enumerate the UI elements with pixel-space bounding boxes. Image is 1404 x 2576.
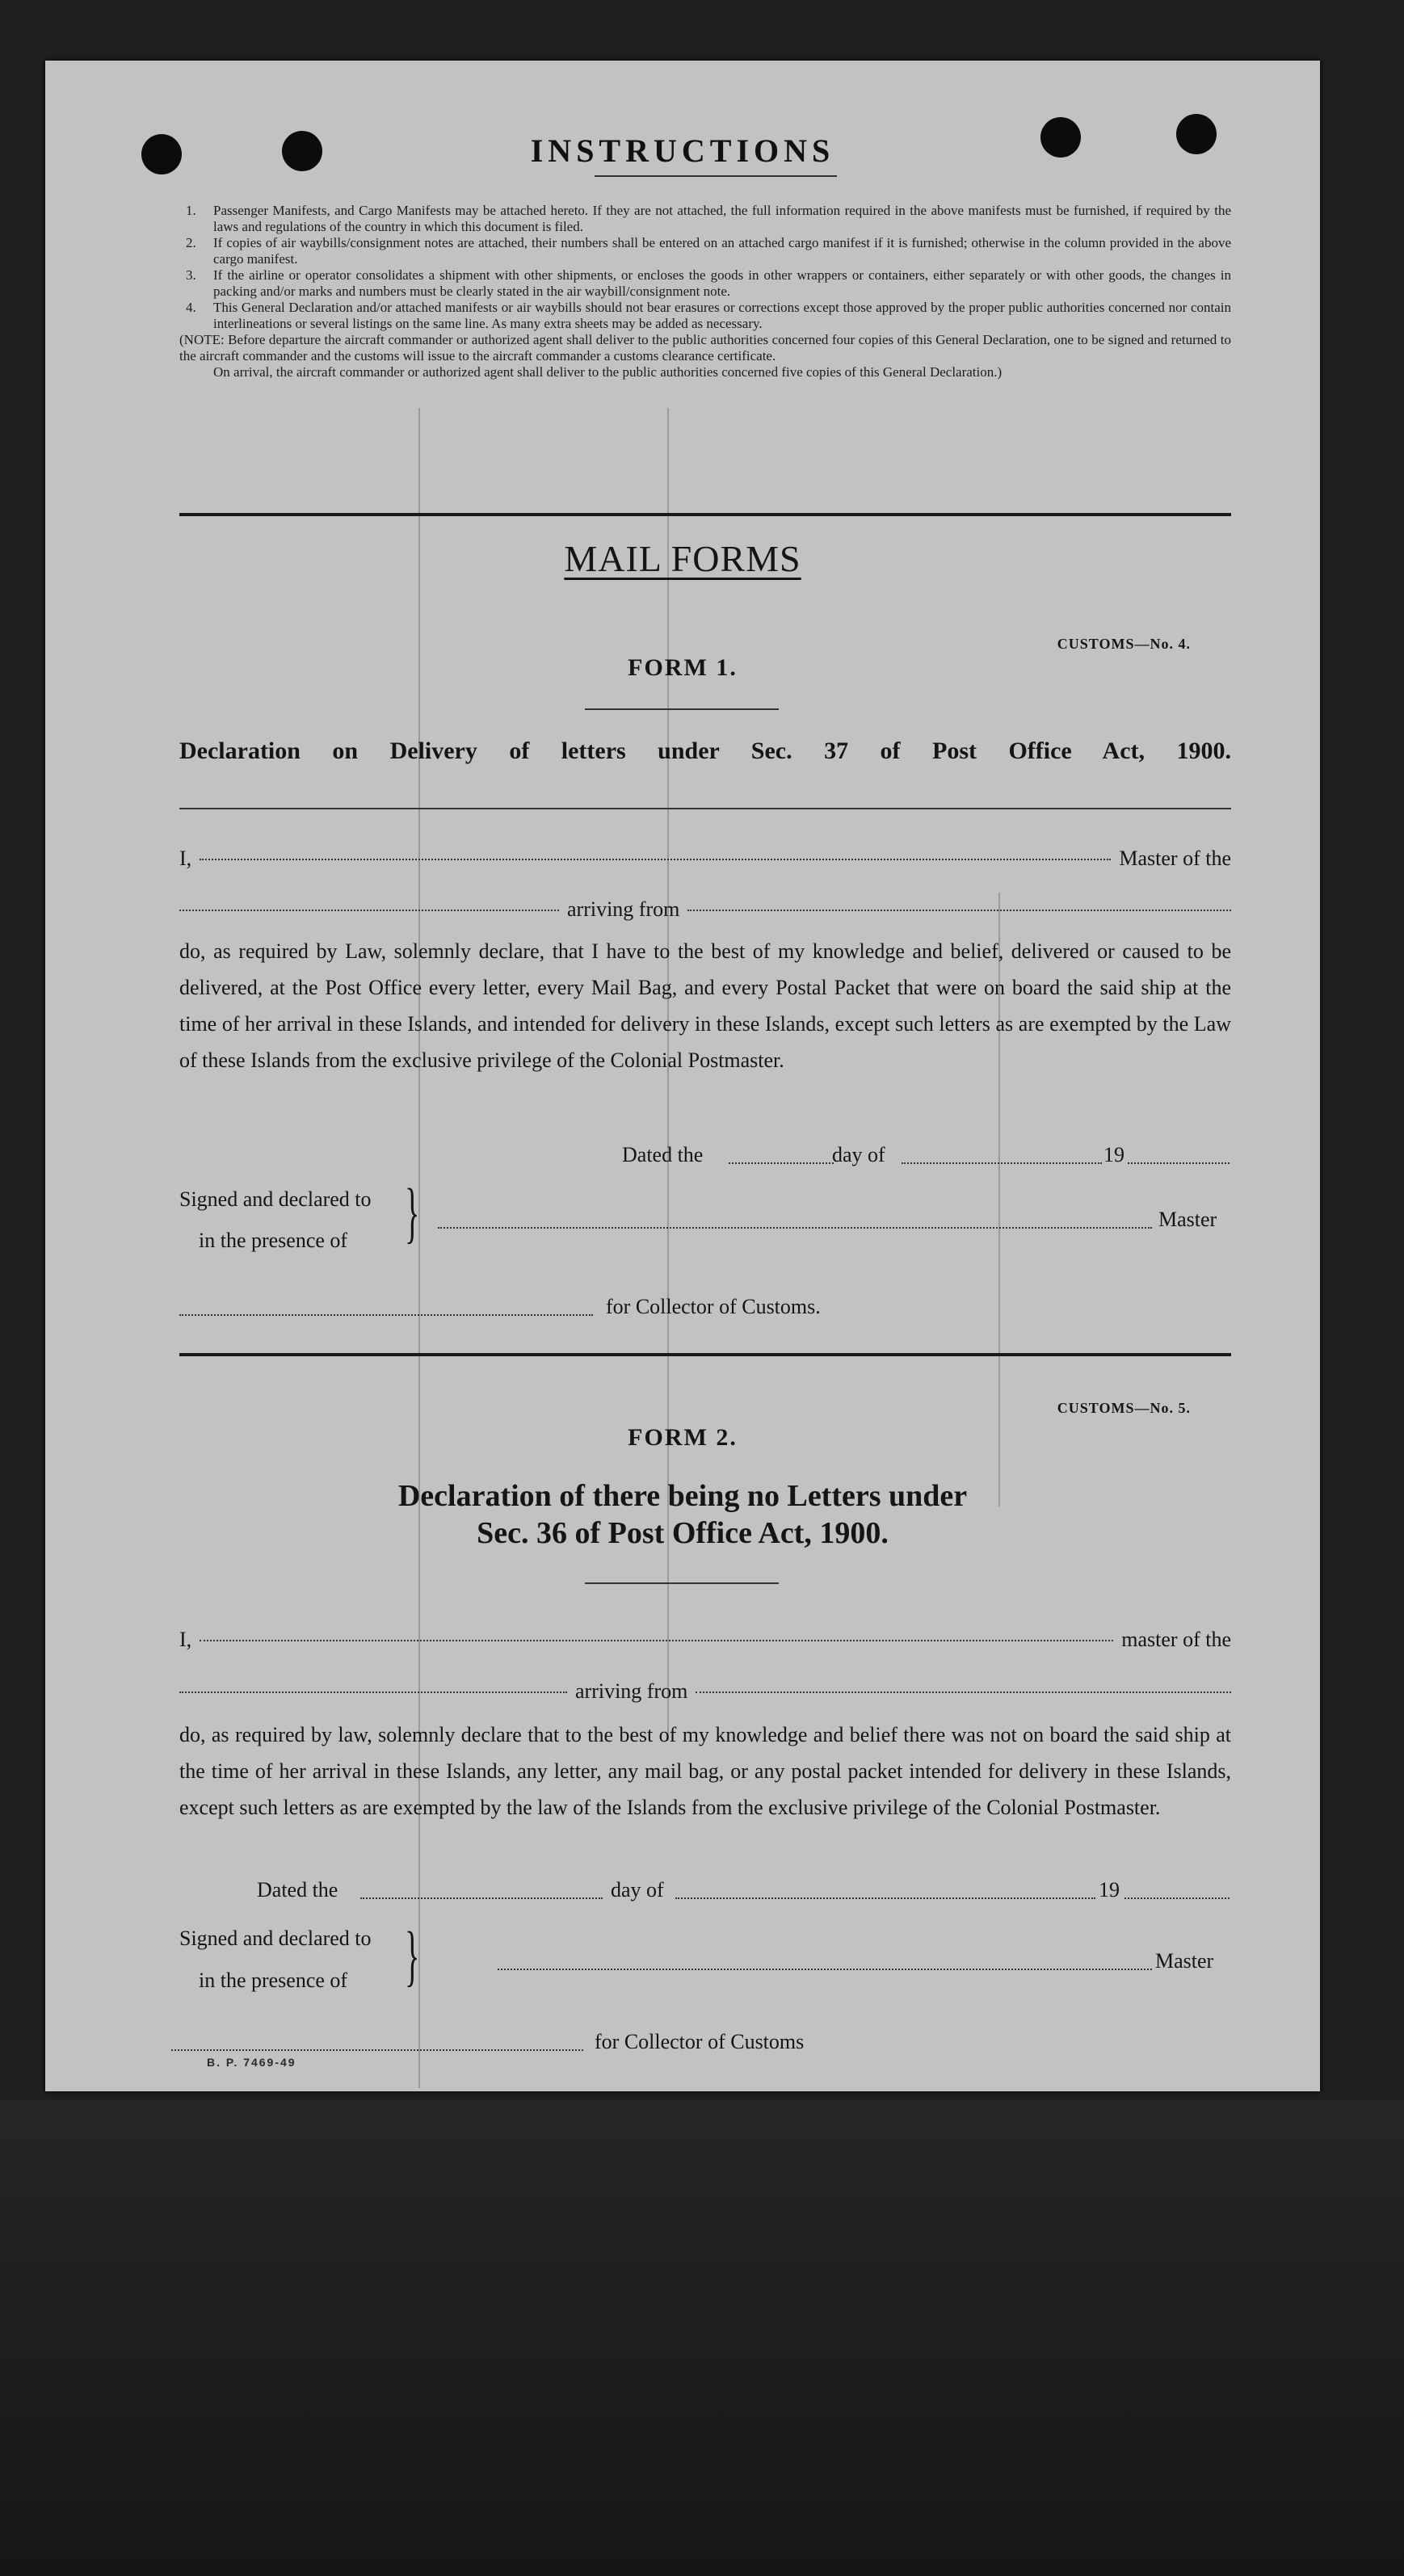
instruction-number: 3. <box>186 267 196 283</box>
form1-title-rule <box>585 708 779 710</box>
form2-arriving-label: arriving from <box>575 1679 688 1703</box>
form2-month-field[interactable] <box>675 1897 1095 1899</box>
form2-declaration-line2: Sec. 36 of Post Office Act, 1900. <box>477 1516 889 1550</box>
form2-master-signature-field[interactable] <box>498 1969 1152 1970</box>
form2-collector-label: for Collector of Customs <box>595 2030 805 2053</box>
form2-year-field[interactable] <box>1124 1897 1230 1899</box>
instruction-number: 1. <box>186 203 196 218</box>
instructions-title: INSTRUCTIONS <box>530 132 835 169</box>
form1-dated-label: Dated the <box>622 1143 704 1166</box>
instruction-text: If the airline or operator consolidates a shipment with other shipments, or encloses the goods in other wrappers or containers, either separately or with other goods, the changes in packing and/or marks and numbers must be clearly stated in the air waybill/consignment note. <box>213 267 1231 299</box>
form1-presence-label: in the presence of <box>199 1229 348 1252</box>
form1-name-field[interactable] <box>200 859 1111 860</box>
form2-presence-label: in the presence of <box>199 1969 348 1992</box>
instruction-item <box>179 300 1231 332</box>
form1-declaration-heading: Declaration on Delivery of letters under Sec. 37 of Post Office Act, 1900. <box>179 738 1231 764</box>
form2-brace: } <box>405 1918 420 1994</box>
document-page <box>45 61 1320 2091</box>
form1-master-of-label: Master of the <box>1119 847 1231 870</box>
instruction-item <box>179 235 1231 267</box>
form2-title-rule <box>585 1582 779 1584</box>
scan-background <box>0 2100 1404 2576</box>
instruction-item <box>179 267 1231 300</box>
form2-master-label: Master <box>1155 1949 1214 1973</box>
form1-master-label: Master <box>1158 1208 1217 1231</box>
form2-dated-label: Dated the <box>257 1878 338 1902</box>
form2-i-label: I, <box>179 1628 192 1651</box>
form2-arriving-line <box>179 1679 1231 1704</box>
instruction-item <box>179 203 1231 235</box>
form1-master-line <box>179 847 1231 871</box>
form1-month-field[interactable] <box>902 1162 1102 1164</box>
instruction-note-arrival: On arrival, the aircraft commander or authorized agent shall deliver to the public authorities concerned five copies of this General Declaration.) <box>213 364 1003 380</box>
form2-name-field[interactable] <box>200 1640 1113 1641</box>
form2-body: do, as required by law, solemnly declare that to the best of my knowledge and belief there was not on board the said ship at the time of her arrival in these Islands, any letter, any mail bag, or any postal packet intended for delivery in these Islands, except such letters as are exempted by the law of the Islands from the exclusive privilege of the Colonial Postmaster. <box>179 1723 1231 1819</box>
print-code: B. P. 7469-49 <box>207 2056 296 2069</box>
form2-ship-field[interactable] <box>179 1691 567 1693</box>
form2-customs-number: CUSTOMS—No. 5. <box>1057 1400 1191 1416</box>
form1-i-label: I, <box>179 847 192 870</box>
form2-master-line <box>179 1628 1231 1652</box>
form2-declaration-heading <box>45 1477 1320 1552</box>
form2-collector-signature-field[interactable] <box>171 2049 583 2051</box>
form1-arriving-label: arriving from <box>567 897 680 921</box>
form2-date-field[interactable] <box>360 1897 603 1899</box>
instruction-text: If copies of air waybills/consignment notes are attached, their numbers shall be entered on an attached cargo manifest if it is furnished; otherwise in the column provided in the above cargo manifest. <box>213 235 1231 267</box>
form2-declaration-line1: Declaration of there being no Letters under <box>397 1479 968 1513</box>
form1-year-label: 19 <box>1103 1143 1124 1166</box>
form2-title: FORM 2. <box>628 1424 738 1451</box>
form1-origin-field[interactable] <box>687 910 1231 911</box>
form2-master-of-label: master of the <box>1121 1628 1231 1651</box>
form1-year-field[interactable] <box>1128 1162 1230 1164</box>
mail-forms-title: MAIL FORMS <box>564 538 801 579</box>
form1-master-signature-field[interactable] <box>438 1227 1152 1229</box>
instruction-number: 2. <box>186 235 196 250</box>
instruction-note: (NOTE: Before departure the aircraft commander or authorized agent shall deliver to the public authorities concerned four copies of this General Declaration, one to be signed and returned to the aircraft commander and the customs will issue to the aircraft commander a customs clearance certificate. <box>179 332 1231 363</box>
form1-heading-rule <box>179 808 1231 809</box>
form2-year-label: 19 <box>1099 1878 1120 1902</box>
form1-brace: } <box>405 1175 420 1250</box>
instruction-text: This General Declaration and/or attached manifests or air waybills should not bear erasures or corrections except those approved by the proper public authorities concerned nor contain interlineations or several listings on the same line. As many extra sheets may be added as necessary. <box>213 300 1231 331</box>
instructions-list <box>179 203 1231 380</box>
instructions-underline <box>595 175 837 177</box>
form2-day-of-label: day of <box>611 1878 664 1902</box>
form1-signed-label: Signed and declared to <box>179 1187 372 1211</box>
instruction-number: 4. <box>186 300 196 315</box>
form1-day-of-label: day of <box>832 1143 885 1166</box>
form1-body: do, as required by Law, solemnly declare, that I have to the best of my knowledge and belief, delivered or caused to be delivered, at the Post Office every letter, every Mail Bag, and every Postal Packet that were on board the said ship at the time of her arrival in these Islands, and intended for delivery in these Islands, except such letters as are exempted by the Law of these Islands from the exclusive privilege of the Colonial Postmaster. <box>179 939 1231 1072</box>
form1-collector-label: for Collector of Customs. <box>606 1295 821 1318</box>
instruction-text: Passenger Manifests, and Cargo Manifests may be attached hereto. If they are not attached, the full information required in the above manifests must be furnished, if required by the laws and regulations of the country in which this document is filed. <box>213 203 1231 234</box>
section-divider <box>179 513 1231 516</box>
form-divider <box>179 1353 1231 1356</box>
form1-title: FORM 1. <box>628 654 738 681</box>
form1-customs-number: CUSTOMS—No. 4. <box>1057 636 1191 652</box>
form1-arriving-line <box>179 897 1231 922</box>
form1-ship-field[interactable] <box>179 910 559 911</box>
form2-signed-label: Signed and declared to <box>179 1927 372 1950</box>
form2-origin-field[interactable] <box>696 1691 1231 1693</box>
form1-date-field[interactable] <box>729 1162 834 1164</box>
form1-collector-signature-field[interactable] <box>179 1314 593 1316</box>
